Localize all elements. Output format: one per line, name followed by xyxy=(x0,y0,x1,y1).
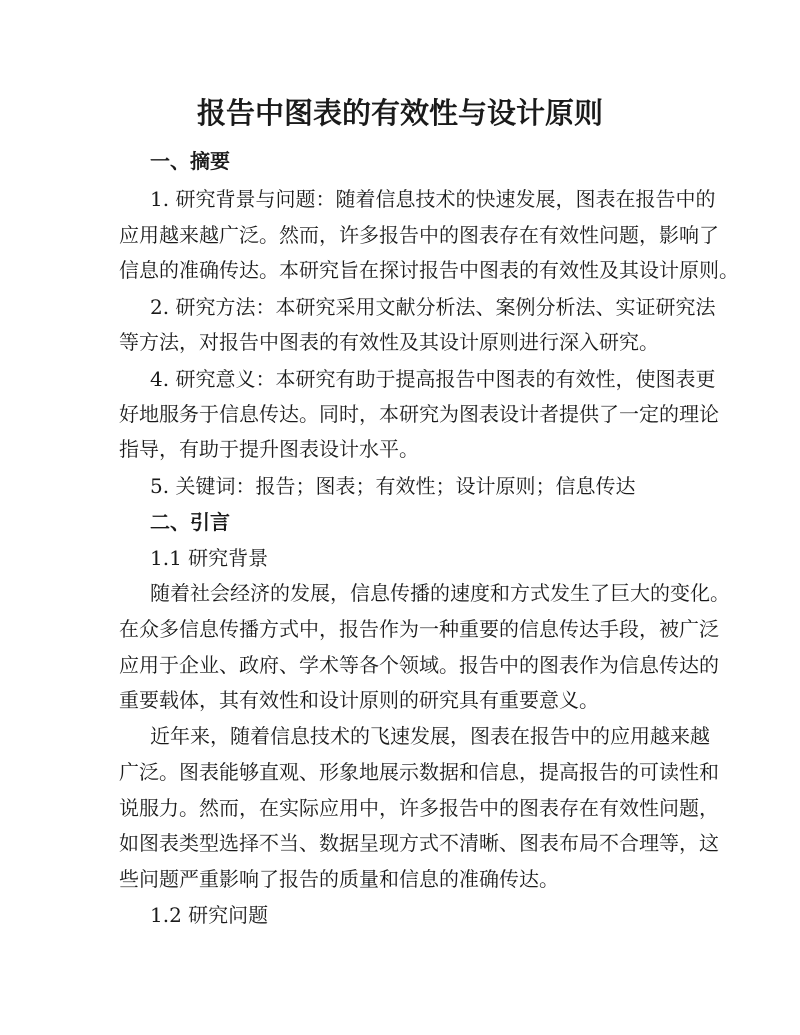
background-para-2-line-3: 说服力。然而，在实际应用中，许多报告中的图表存在有效性问题， xyxy=(119,796,719,820)
section-heading-abstract: 一、摘要 xyxy=(150,149,230,173)
abstract-item-2-line-2: 等方法，对报告中图表的有效性及其设计原则进行深入研究。 xyxy=(119,330,659,354)
background-para-2-line-2: 广泛。图表能够直观、形象地展示数据和信息，提高报告的可读性和 xyxy=(119,760,719,784)
abstract-item-4-line-1: 4. 研究意义：本研究有助于提高报告中图表的有效性，使图表更 xyxy=(150,367,716,391)
subheading-research-background: 1.1 研究背景 xyxy=(150,546,269,570)
abstract-item-1-line-1: 1. 研究背景与问题：随着信息技术的快速发展，图表在报告中的 xyxy=(150,187,716,211)
background-para-2-line-4: 如图表类型选择不当、数据呈现方式不清晰、图表布局不合理等，这 xyxy=(119,831,719,855)
background-para-1-line-4: 重要载体，其有效性和设计原则的研究具有重要意义。 xyxy=(119,688,599,712)
background-para-1-line-3: 应用于企业、政府、学术等各个领域。报告中的图表作为信息传达的 xyxy=(119,653,719,677)
background-para-1-line-2: 在众多信息传播方式中，报告作为一种重要的信息传达手段，被广泛 xyxy=(119,617,719,641)
abstract-item-1-line-3: 信息的准确传达。本研究旨在探讨报告中图表的有效性及其设计原则。 xyxy=(119,258,739,282)
background-para-1-line-1: 随着社会经济的发展，信息传播的速度和方式发生了巨大的变化。 xyxy=(150,581,730,605)
subheading-research-question: 1.2 研究问题 xyxy=(150,903,269,927)
background-para-2-line-1: 近年来，随着信息技术的飞速发展，图表在报告中的应用越来越 xyxy=(150,724,710,748)
background-para-2-line-5: 些问题严重影响了报告的质量和信息的准确传达。 xyxy=(119,867,559,891)
abstract-item-4-line-3: 指导，有助于提升图表设计水平。 xyxy=(119,437,419,461)
abstract-item-4-line-2: 好地服务于信息传达。同时，本研究为图表设计者提供了一定的理论 xyxy=(119,402,719,426)
abstract-item-2-line-1: 2. 研究方法：本研究采用文献分析法、案例分析法、实证研究法 xyxy=(150,295,716,319)
document-title: 报告中图表的有效性与设计原则 xyxy=(196,96,603,130)
section-heading-intro: 二、引言 xyxy=(150,510,230,534)
abstract-keywords: 5. 关键词：报告；图表；有效性；设计原则；信息传达 xyxy=(150,474,636,498)
abstract-item-1-line-2: 应用越来越广泛。然而，许多报告中的图表存在有效性问题，影响了 xyxy=(119,223,719,247)
